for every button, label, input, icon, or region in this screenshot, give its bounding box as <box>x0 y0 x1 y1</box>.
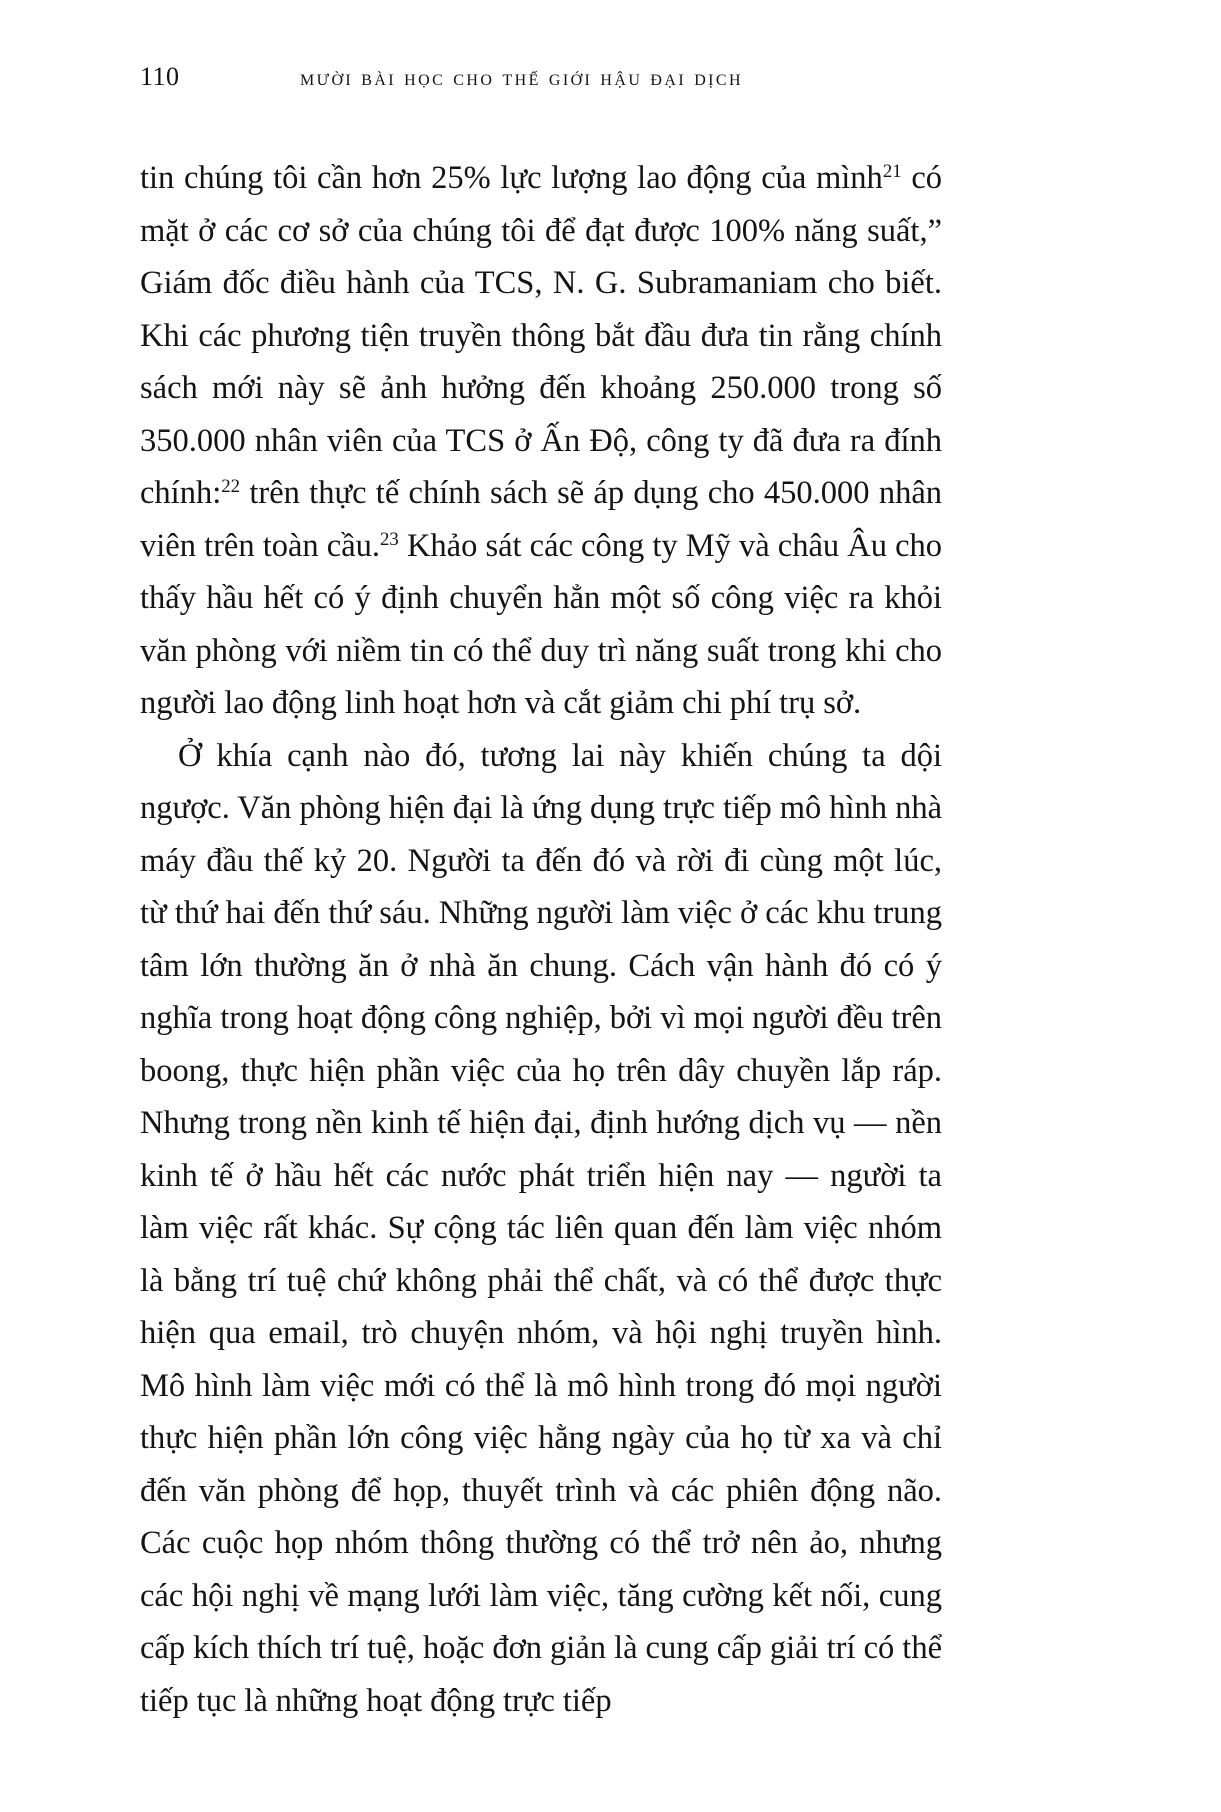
text-block <box>140 152 942 1727</box>
running-title: mười bài học cho thế giới hậu đại dịch <box>300 65 743 90</box>
paragraph-text: Ở khía cạnh nào đó, tương lai này khiến chúng ta dội ngược. Văn phòng hiện đại là ứng dụng trực tiếp mô hình nhà máy đầu thế kỷ 20. Người ta đến đó và rời đi cùng một lúc, từ thứ hai đến thứ sáu. Những người làm việc ở các khu trung tâm lớn thường ăn ở nhà ăn chung. Cách vận hành đó có ý nghĩa trong hoạt động công nghiệp, bởi vì mọi người đều trên boong, thực hiện phần việc của họ trên dây chuyền lắp ráp. Nhưng trong nền kinh tế hiện đại, định hướng dịch vụ — nền kinh tế ở hầu hết các nước phát triển hiện nay — người ta làm việc rất khác. Sự cộng tác liên quan đến làm việc nhóm là bằng trí tuệ chứ không phải thể chất, và có thể được thực hiện qua email, trò chuyện nhóm, và hội nghị truyền hình. Mô hình làm việc mới có thể là mô hình trong đó mọi người thực hiện phần lớn công việc hằng ngày của họ từ xa và chỉ đến văn phòng để họp, thuyết trình và các phiên động não. Các cuộc họp nhóm thông thường có thể trở nên ảo, nhưng các hội nghị về mạng lưới làm việc, tăng cường kết nối, cung cấp kích thích trí tuệ, hoặc đơn giản là cung cấp giải trí có thể tiếp tục là những hoạt động trực tiếp <box>140 737 942 1719</box>
footnote-marker[interactable]: 21 <box>882 161 902 183</box>
footnote-marker[interactable]: 23 <box>380 528 399 550</box>
paragraph <box>140 730 942 1728</box>
paragraph <box>140 152 942 730</box>
paragraph-text: trên thực tế chính sách sẽ áp dụng cho 450.000 nhân viên trên toàn cầu. <box>140 475 942 564</box>
running-head <box>140 62 1081 102</box>
page-number: 110 <box>140 62 180 91</box>
paragraph-text: có mặt ở các cơ sở của chúng tôi để đạt được 100% năng suất,” Giám đốc điều hành của TCS, N. G. Subramaniam cho biết. Khi các phương tiện truyền thông bắt đầu đưa tin rằng chính sách mới này sẽ ảnh hưởng đến khoảng 250.000 trong số 350.000 nhân viên của TCS ở Ấn Độ, công ty đã đưa ra đính chính: <box>140 160 943 511</box>
paragraph-text: Khảo sát các công ty Mỹ và châu Âu cho thấy hầu hết có ý định chuyển hẳn một số công việc ra khỏi văn phòng với niềm tin có thể duy trì năng suất trong khi cho người lao động linh hoạt hơn và cắt giảm chi phí trụ sở. <box>140 527 943 721</box>
footnote-marker[interactable]: 22 <box>221 476 241 498</box>
paragraph-text: tin chúng tôi cần hơn 25% lực lượng lao động của mình <box>140 160 883 196</box>
